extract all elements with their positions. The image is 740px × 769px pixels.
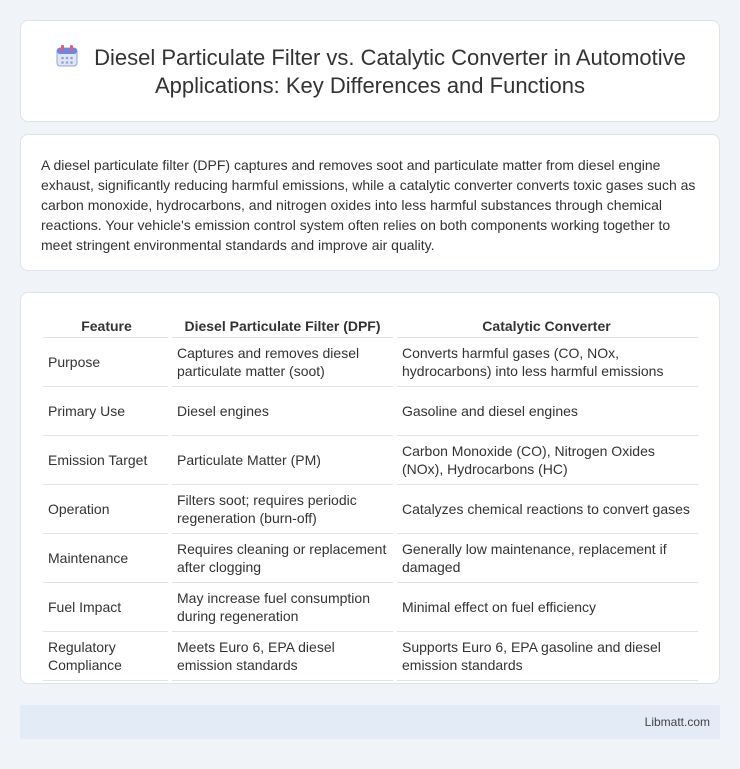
table-row	[43, 435, 698, 484]
row-catalytic-value: Carbon Monoxide (CO), Nitrogen Oxides (NOx), Hydrocarbons (HC)	[395, 435, 698, 484]
table-row	[43, 631, 698, 680]
row-feature: Regulatory Compliance	[43, 631, 170, 680]
comparison-card	[20, 292, 720, 684]
row-feature: Operation	[43, 484, 170, 533]
table-row	[43, 533, 698, 582]
comparison-table	[43, 313, 698, 681]
row-dpf-value: Requires cleaning or replacement after clogging	[170, 533, 395, 582]
row-dpf-value: Particulate Matter (PM)	[170, 435, 395, 484]
table-header-row	[43, 313, 698, 337]
row-dpf-value: May increase fuel consumption during regeneration	[170, 582, 395, 631]
page-title-text: Diesel Particulate Filter vs. Catalytic Converter in Automotive Applications: Key Differences and Functions	[94, 44, 686, 98]
table-row	[43, 484, 698, 533]
row-feature: Purpose	[43, 337, 170, 386]
footer-brand: Libmatt.com	[644, 715, 710, 729]
row-dpf-value: Diesel engines	[170, 386, 395, 435]
table-row	[43, 386, 698, 435]
row-feature: Emission Target	[43, 435, 170, 484]
row-feature: Maintenance	[43, 533, 170, 582]
table-row	[43, 582, 698, 631]
intro-card	[20, 134, 720, 271]
title-card	[20, 20, 720, 122]
row-catalytic-value: Converts harmful gases (CO, NOx, hydrocarbons) into less harmful emissions	[395, 337, 698, 386]
row-dpf-value: Filters soot; requires periodic regeneration (burn-off)	[170, 484, 395, 533]
column-header-catalytic: Catalytic Converter	[395, 313, 698, 337]
footer	[20, 705, 720, 739]
column-header-feature: Feature	[43, 313, 170, 337]
row-dpf-value: Meets Euro 6, EPA diesel emission standards	[170, 631, 395, 680]
row-dpf-value: Captures and removes diesel particulate matter (soot)	[170, 337, 395, 386]
column-header-dpf: Diesel Particulate Filter (DPF)	[170, 313, 395, 337]
row-catalytic-value: Gasoline and diesel engines	[395, 386, 698, 435]
row-feature: Primary Use	[43, 386, 170, 435]
row-catalytic-value: Minimal effect on fuel efficiency	[395, 582, 698, 631]
calendar-icon	[54, 43, 80, 69]
row-catalytic-value: Generally low maintenance, replacement if damaged	[395, 533, 698, 582]
row-catalytic-value: Catalyzes chemical reactions to convert gases	[395, 484, 698, 533]
row-feature: Fuel Impact	[43, 582, 170, 631]
page-title	[50, 43, 690, 100]
row-catalytic-value: Supports Euro 6, EPA gasoline and diesel emission standards	[395, 631, 698, 680]
intro-paragraph: A diesel particulate filter (DPF) captures and removes soot and particulate matter from diesel engine exhaust, significantly reducing harmful emissions, while a catalytic converter converts toxic gases such as carbon monoxide, hydrocarbons, and nitrogen oxides into less harmful substances through chemical reactions. Your vehicle's emission control system often relies on both components working together to meet stringent environmental standards and improve air quality.	[41, 157, 696, 253]
table-row	[43, 337, 698, 386]
